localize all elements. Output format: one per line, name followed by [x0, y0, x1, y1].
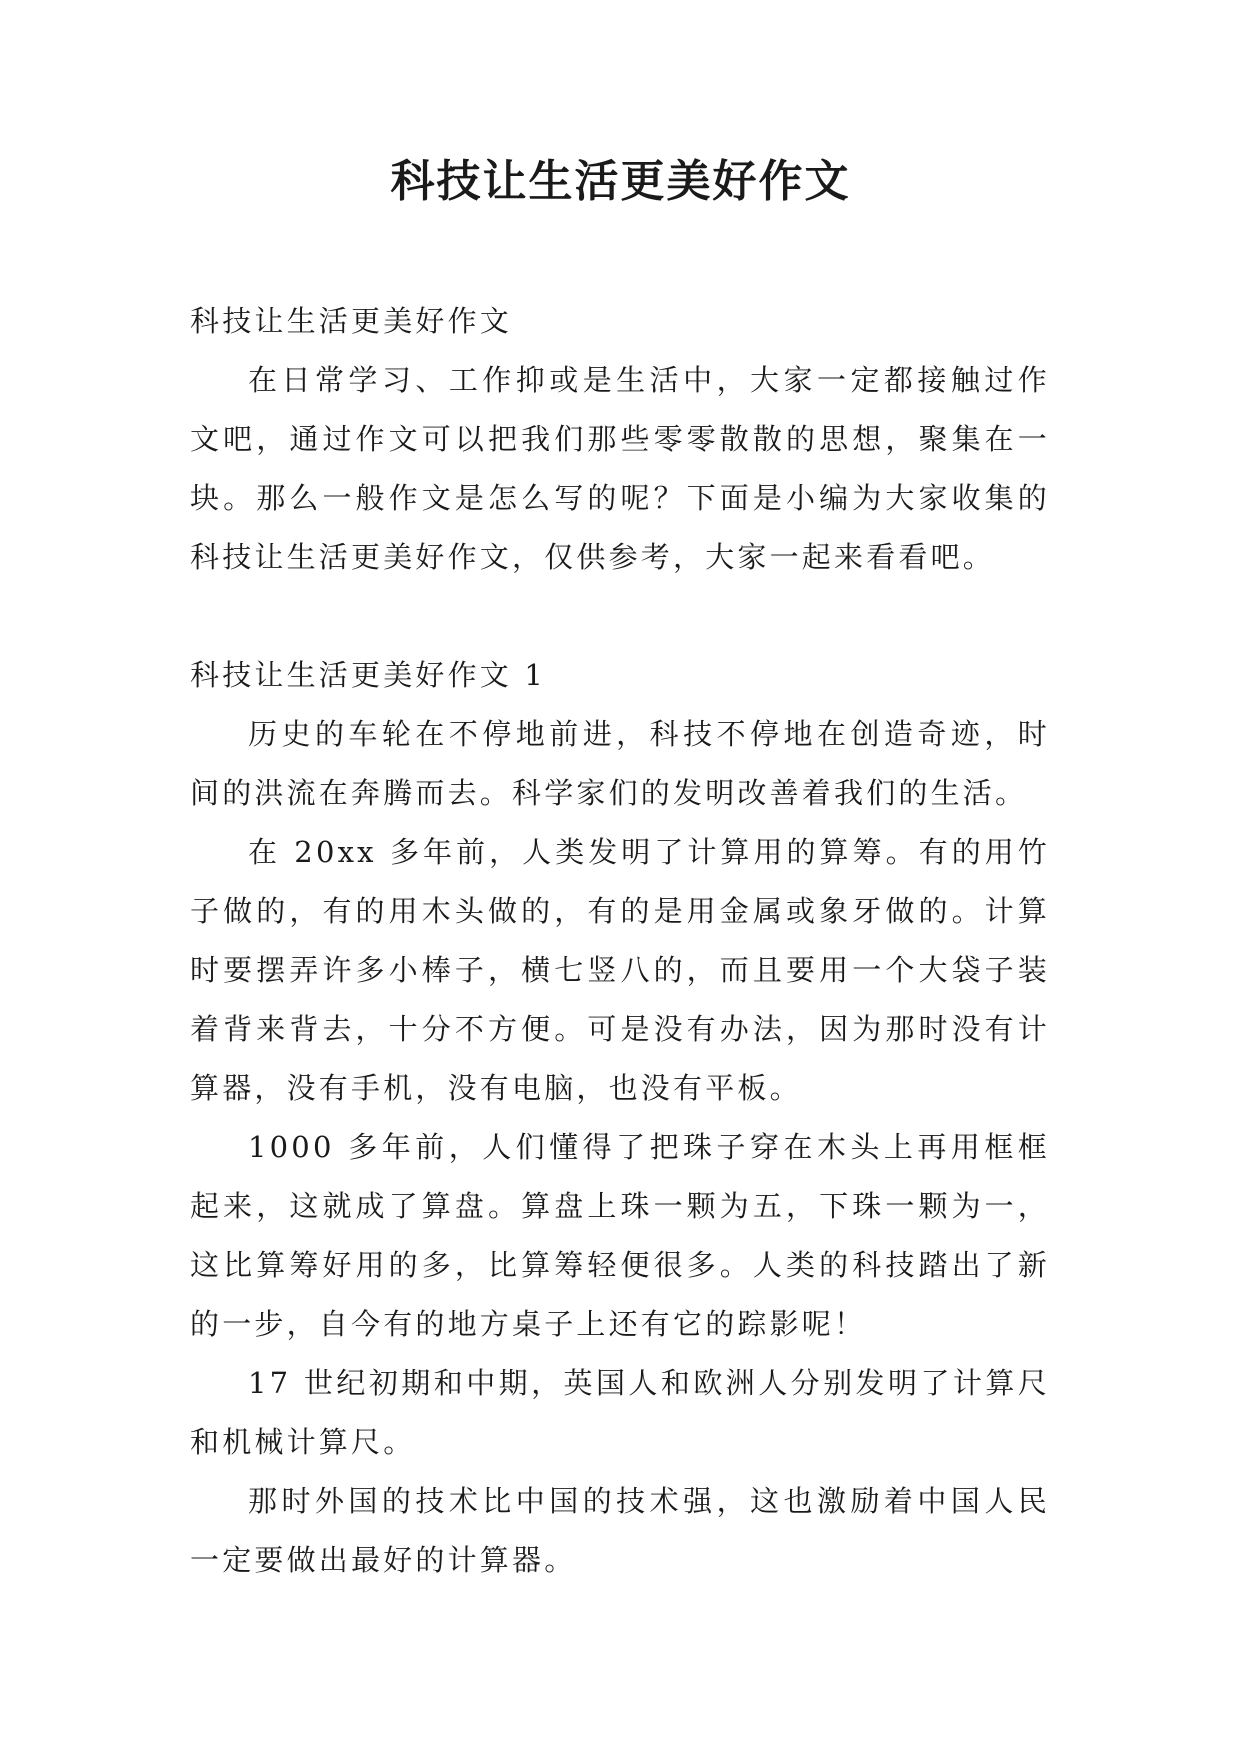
body-paragraph: 1000 多年前，人们懂得了把珠子穿在木头上再用框框起来，这就成了算盘。算盘上珠一颗为五，下珠一颗为一，这比算筹好用的多，比算筹轻便很多。人类的科技踏出了新的一步，自今有的地方桌子上还有它的踪影呢！: [190, 1130, 1050, 1341]
body-paragraph: 17 世纪初期和中期，英国人和欧洲人分别发明了计算尺和机械计算尺。: [190, 1366, 1050, 1459]
intro-heading: 科技让生活更美好作文: [190, 304, 513, 338]
body-paragraph: 历史的车轮在不停地前进，科技不停地在创造奇迹，时间的洪流在奔腾而去。科学家们的发明改善着我们的生活。: [190, 717, 1050, 810]
body-paragraph: 那时外国的技术比中国的技术强，这也激励着中国人民一定要做出最好的计算器。: [190, 1484, 1050, 1577]
body-paragraph: 在 20xx 多年前，人类发明了计算用的算筹。有的用竹子做的，有的用木头做的，有的是用金属或象牙做的。计算时要摆弄许多小棒子，横七竖八的，而且要用一个大袋子装着背来背去，十分不方便。可是没有办法，因为那时没有计算器，没有手机，没有电脑，也没有平板。: [190, 835, 1050, 1105]
intro-paragraph: 在日常学习、工作抑或是生活中，大家一定都接触过作文吧，通过作文可以把我们那些零零散散的思想，聚集在一块。那么一般作文是怎么写的呢？下面是小编为大家收集的科技让生活更美好作文，仅供参考，大家一起来看看吧。: [190, 363, 1050, 574]
section-spacer: [190, 587, 1050, 646]
document-body: [190, 292, 1050, 1590]
section-heading-1: 科技让生活更美好作文 1: [190, 658, 547, 692]
document-title: 科技让生活更美好作文: [390, 156, 851, 207]
